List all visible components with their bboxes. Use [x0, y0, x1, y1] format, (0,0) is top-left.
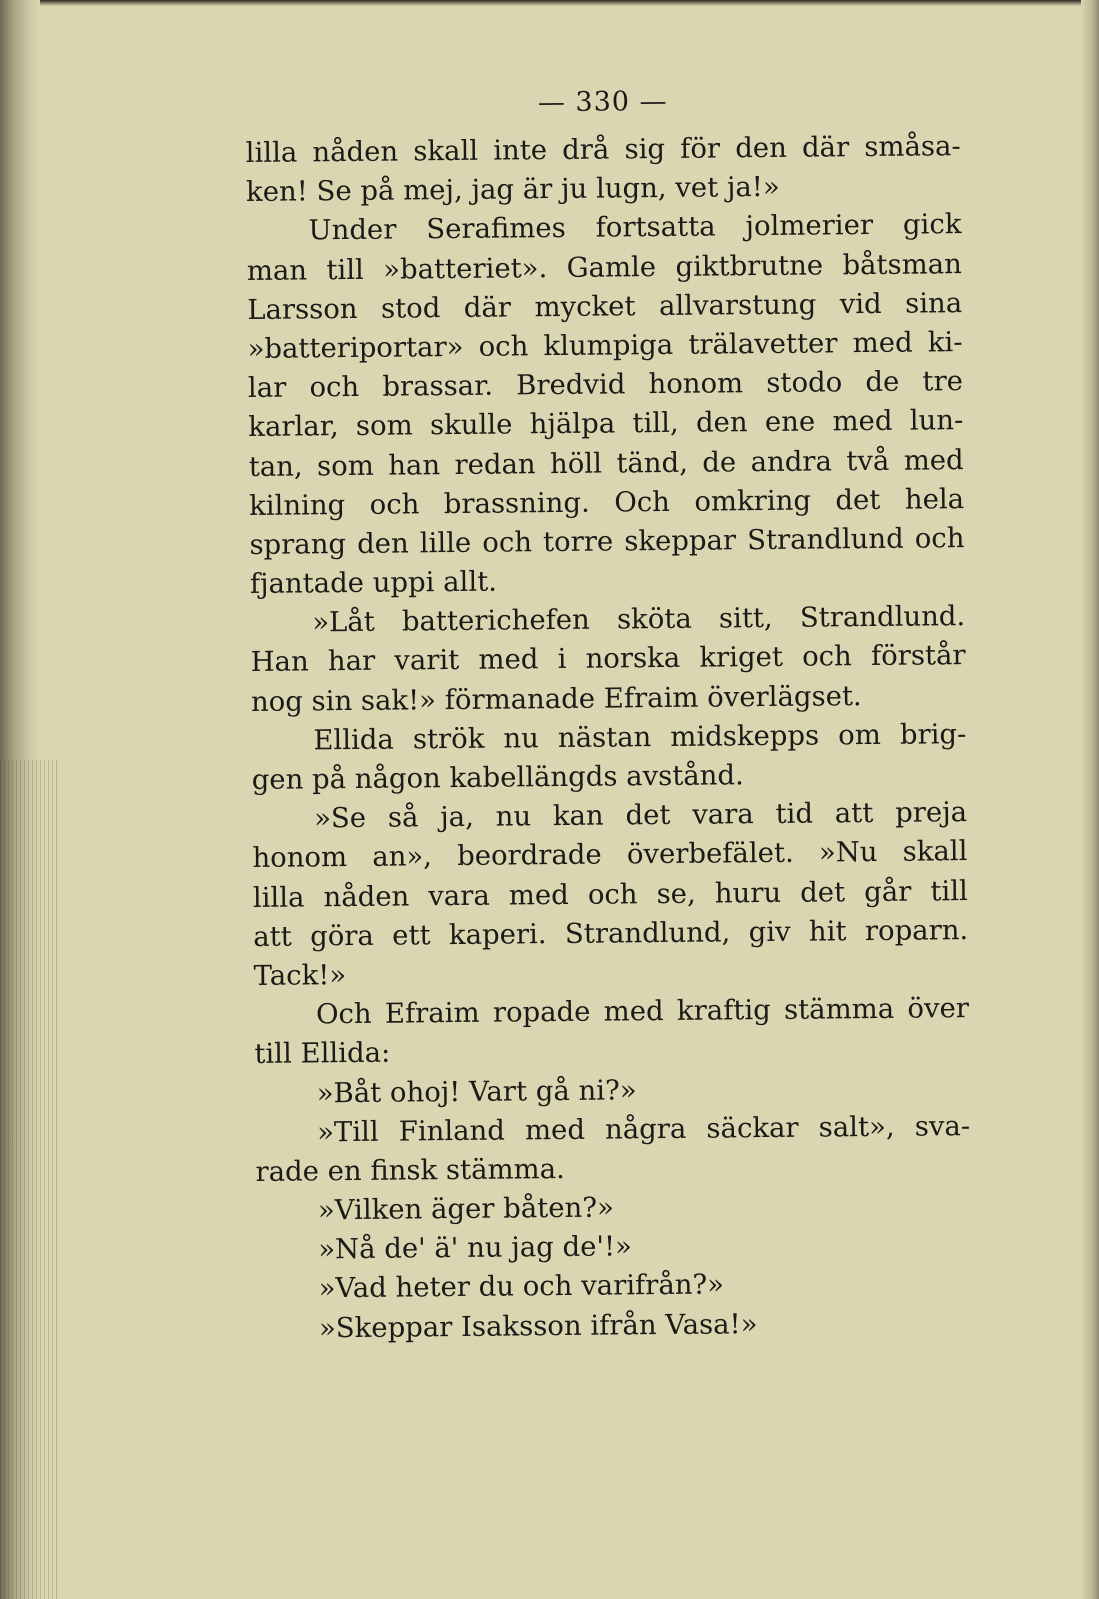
text-line: ken! Se på mej, jag är ju lugn, vet ja!» — [245, 171, 780, 209]
text-line: Han har varit med i norska kriget och förstår — [250, 639, 966, 679]
page-stack-edges — [0, 760, 60, 1599]
text-line: Larsson stod där mycket allvarstung vid sina — [247, 286, 963, 326]
text-line: »batteriportar» och klumpiga trälavetter med ki- — [247, 326, 963, 365]
text-line: karlar, som skulle hjälpa till, den ene med lun- — [248, 404, 964, 444]
text-line: man till »batteriet». Gamle giktbrutne båtsman — [246, 247, 962, 287]
text-line: »Skeppar Isaksson ifrån Vasa!» — [318, 1307, 758, 1344]
text-line: »Se så ja, nu kan det vara tid att preja — [313, 796, 968, 835]
page-top-edge — [0, 0, 1099, 6]
text-line: honom an», beordrade överbefälet. »Nu skall — [252, 835, 968, 875]
text-line: kilning och brassning. Och omkring det hela — [248, 482, 965, 522]
page-text — [245, 71, 972, 1349]
text-line: rade en finsk stämma. — [255, 1152, 565, 1188]
text-line: sprang den lille och torre skeppar Strandlund och — [249, 521, 965, 561]
text-line: »Till Finland med några säckar salt», sva- — [316, 1109, 971, 1149]
text-line: att göra ett kaperi. Strandlund, giv hit roparn. — [253, 913, 969, 953]
text-line: Under Serafimes fortsatta jolmerier gick — [308, 208, 962, 247]
text-line: »Nå de' ä' nu jag de'!» — [318, 1230, 633, 1266]
text-line: lilla nåden vara med och se, huru det går till — [252, 874, 968, 914]
text-line: nog sin sak!» förmanade Efraim överlägset. — [250, 679, 862, 718]
text-line: tan, som han redan höll tänd, de andra två med — [248, 443, 964, 483]
text-line: lilla nåden skall inte drå sig för den där småsa- — [245, 130, 961, 169]
text-line: Och Efraim ropade med kraftig stämma över — [315, 992, 970, 1031]
page-number: — 330 — — [537, 85, 668, 119]
text-line: fjantade uppi allt. — [249, 565, 498, 601]
text-line: »Båt ohoj! Vart gå ni?» — [316, 1073, 637, 1109]
text-line: »Vad heter du och varifrån?» — [318, 1268, 725, 1305]
text-line: till Ellida: — [254, 1036, 391, 1071]
text-line: »Låt batterichefen sköta sitt, Strandlund. — [312, 600, 966, 639]
text-line: Ellida strök nu nästan midskepps om brig- — [313, 717, 967, 757]
text-line: Tack!» — [253, 959, 347, 992]
page-right-edge — [1081, 0, 1099, 1599]
text-line: »Vilken äger båten?» — [317, 1191, 614, 1227]
text-line: lar och brassar. Bredvid honom stodo de tre — [247, 365, 964, 405]
text-line: gen på någon kabellängds avstånd. — [251, 759, 744, 796]
